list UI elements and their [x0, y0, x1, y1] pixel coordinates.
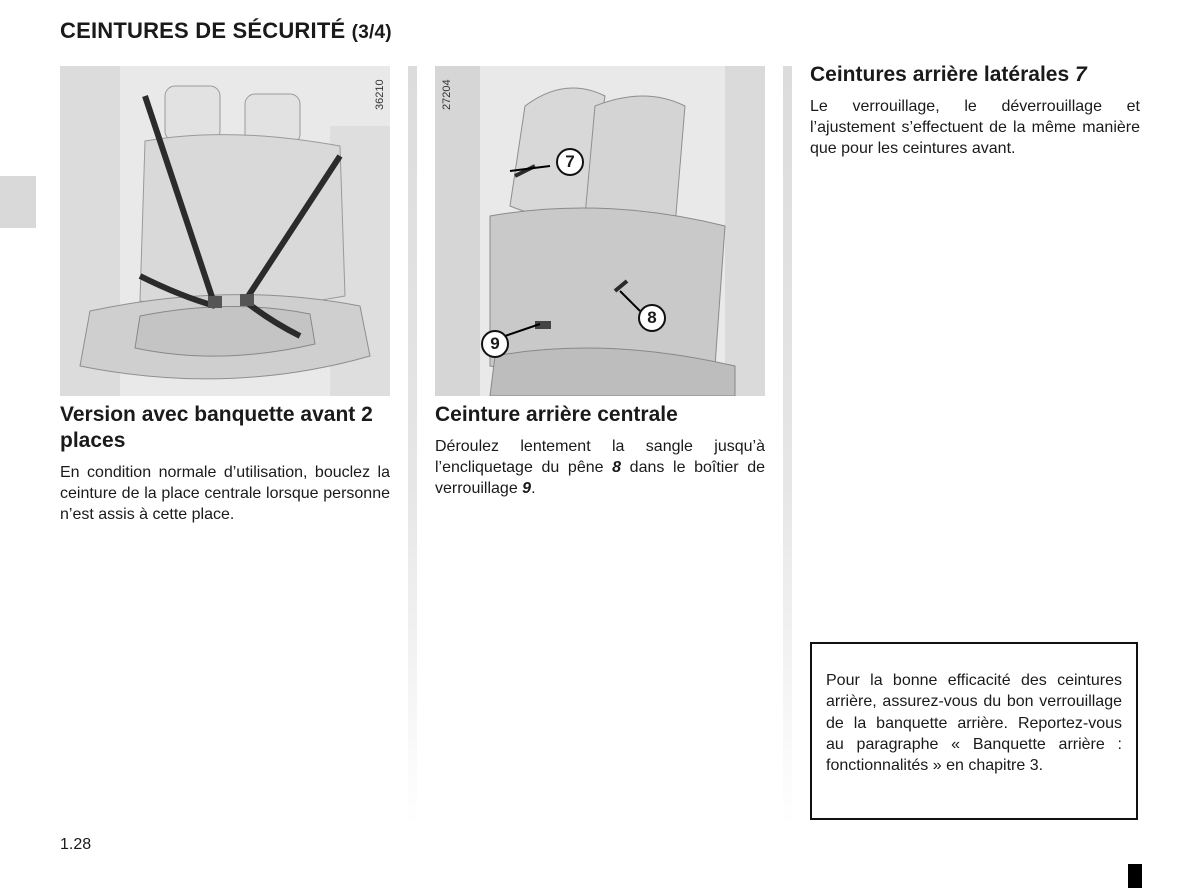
body-text-part: . [531, 480, 536, 497]
callout-8: 8 [638, 304, 666, 332]
section-body [435, 436, 765, 499]
photo-reference-number: 27204 [441, 79, 453, 110]
front-bench-seatbelt-illustration [60, 66, 390, 396]
page-number: 1.28 [60, 836, 92, 853]
page-title-suffix: (3/4) [351, 22, 392, 43]
column-2-text [435, 402, 765, 499]
section-body: Le verrouillage, le déverrouillage et l’ajustement s’effectuent de la même manière que pour les ceintures avant. [810, 98, 1140, 157]
rear-center-seatbelt-illustration [435, 66, 765, 396]
column-1-text [60, 402, 390, 525]
body-text-part: dans le boîtier de verrouillage [435, 459, 765, 497]
bench-seat-drawing [60, 66, 390, 396]
section-body: En condition normale d’utilisation, bouclez la ceinture de la place centrale lorsque personne n’est assis à cette place. [60, 464, 390, 523]
section-heading: Version avec banquette avant 2 places [60, 403, 373, 452]
column-separator [783, 66, 792, 826]
reference-number: 7 [1074, 63, 1087, 86]
reference-number: 9 [522, 480, 532, 497]
note-box [810, 642, 1138, 820]
section-heading-text: Ceintures arrière latérales [810, 63, 1075, 86]
callout-7: 7 [556, 148, 584, 176]
column-separator [408, 66, 417, 826]
note-text: Pour la bonne efficacité des ceintures arrière, assurez-vous du bon verrouillage de la banquette arrière. Reportez-vous au paragraphe « Banquette arrière : fonctionnalités » en chapitre 3. [826, 672, 1122, 775]
page-title-text: CEINTURES DE SÉCURITÉ [60, 18, 346, 43]
section-heading [810, 62, 1140, 88]
callout-9: 9 [481, 330, 509, 358]
section-heading: Ceinture arrière centrale [435, 403, 678, 426]
body-text-part: Déroulez lentement la sangle jusqu’à l’encliquetage du pêne [435, 438, 765, 476]
reference-number: 8 [612, 459, 622, 476]
chapter-tab [0, 176, 36, 228]
column-3-text [810, 62, 1140, 159]
photo-reference-number: 36210 [374, 79, 386, 110]
page-edge-mark [1128, 864, 1142, 888]
page-title [60, 18, 392, 44]
